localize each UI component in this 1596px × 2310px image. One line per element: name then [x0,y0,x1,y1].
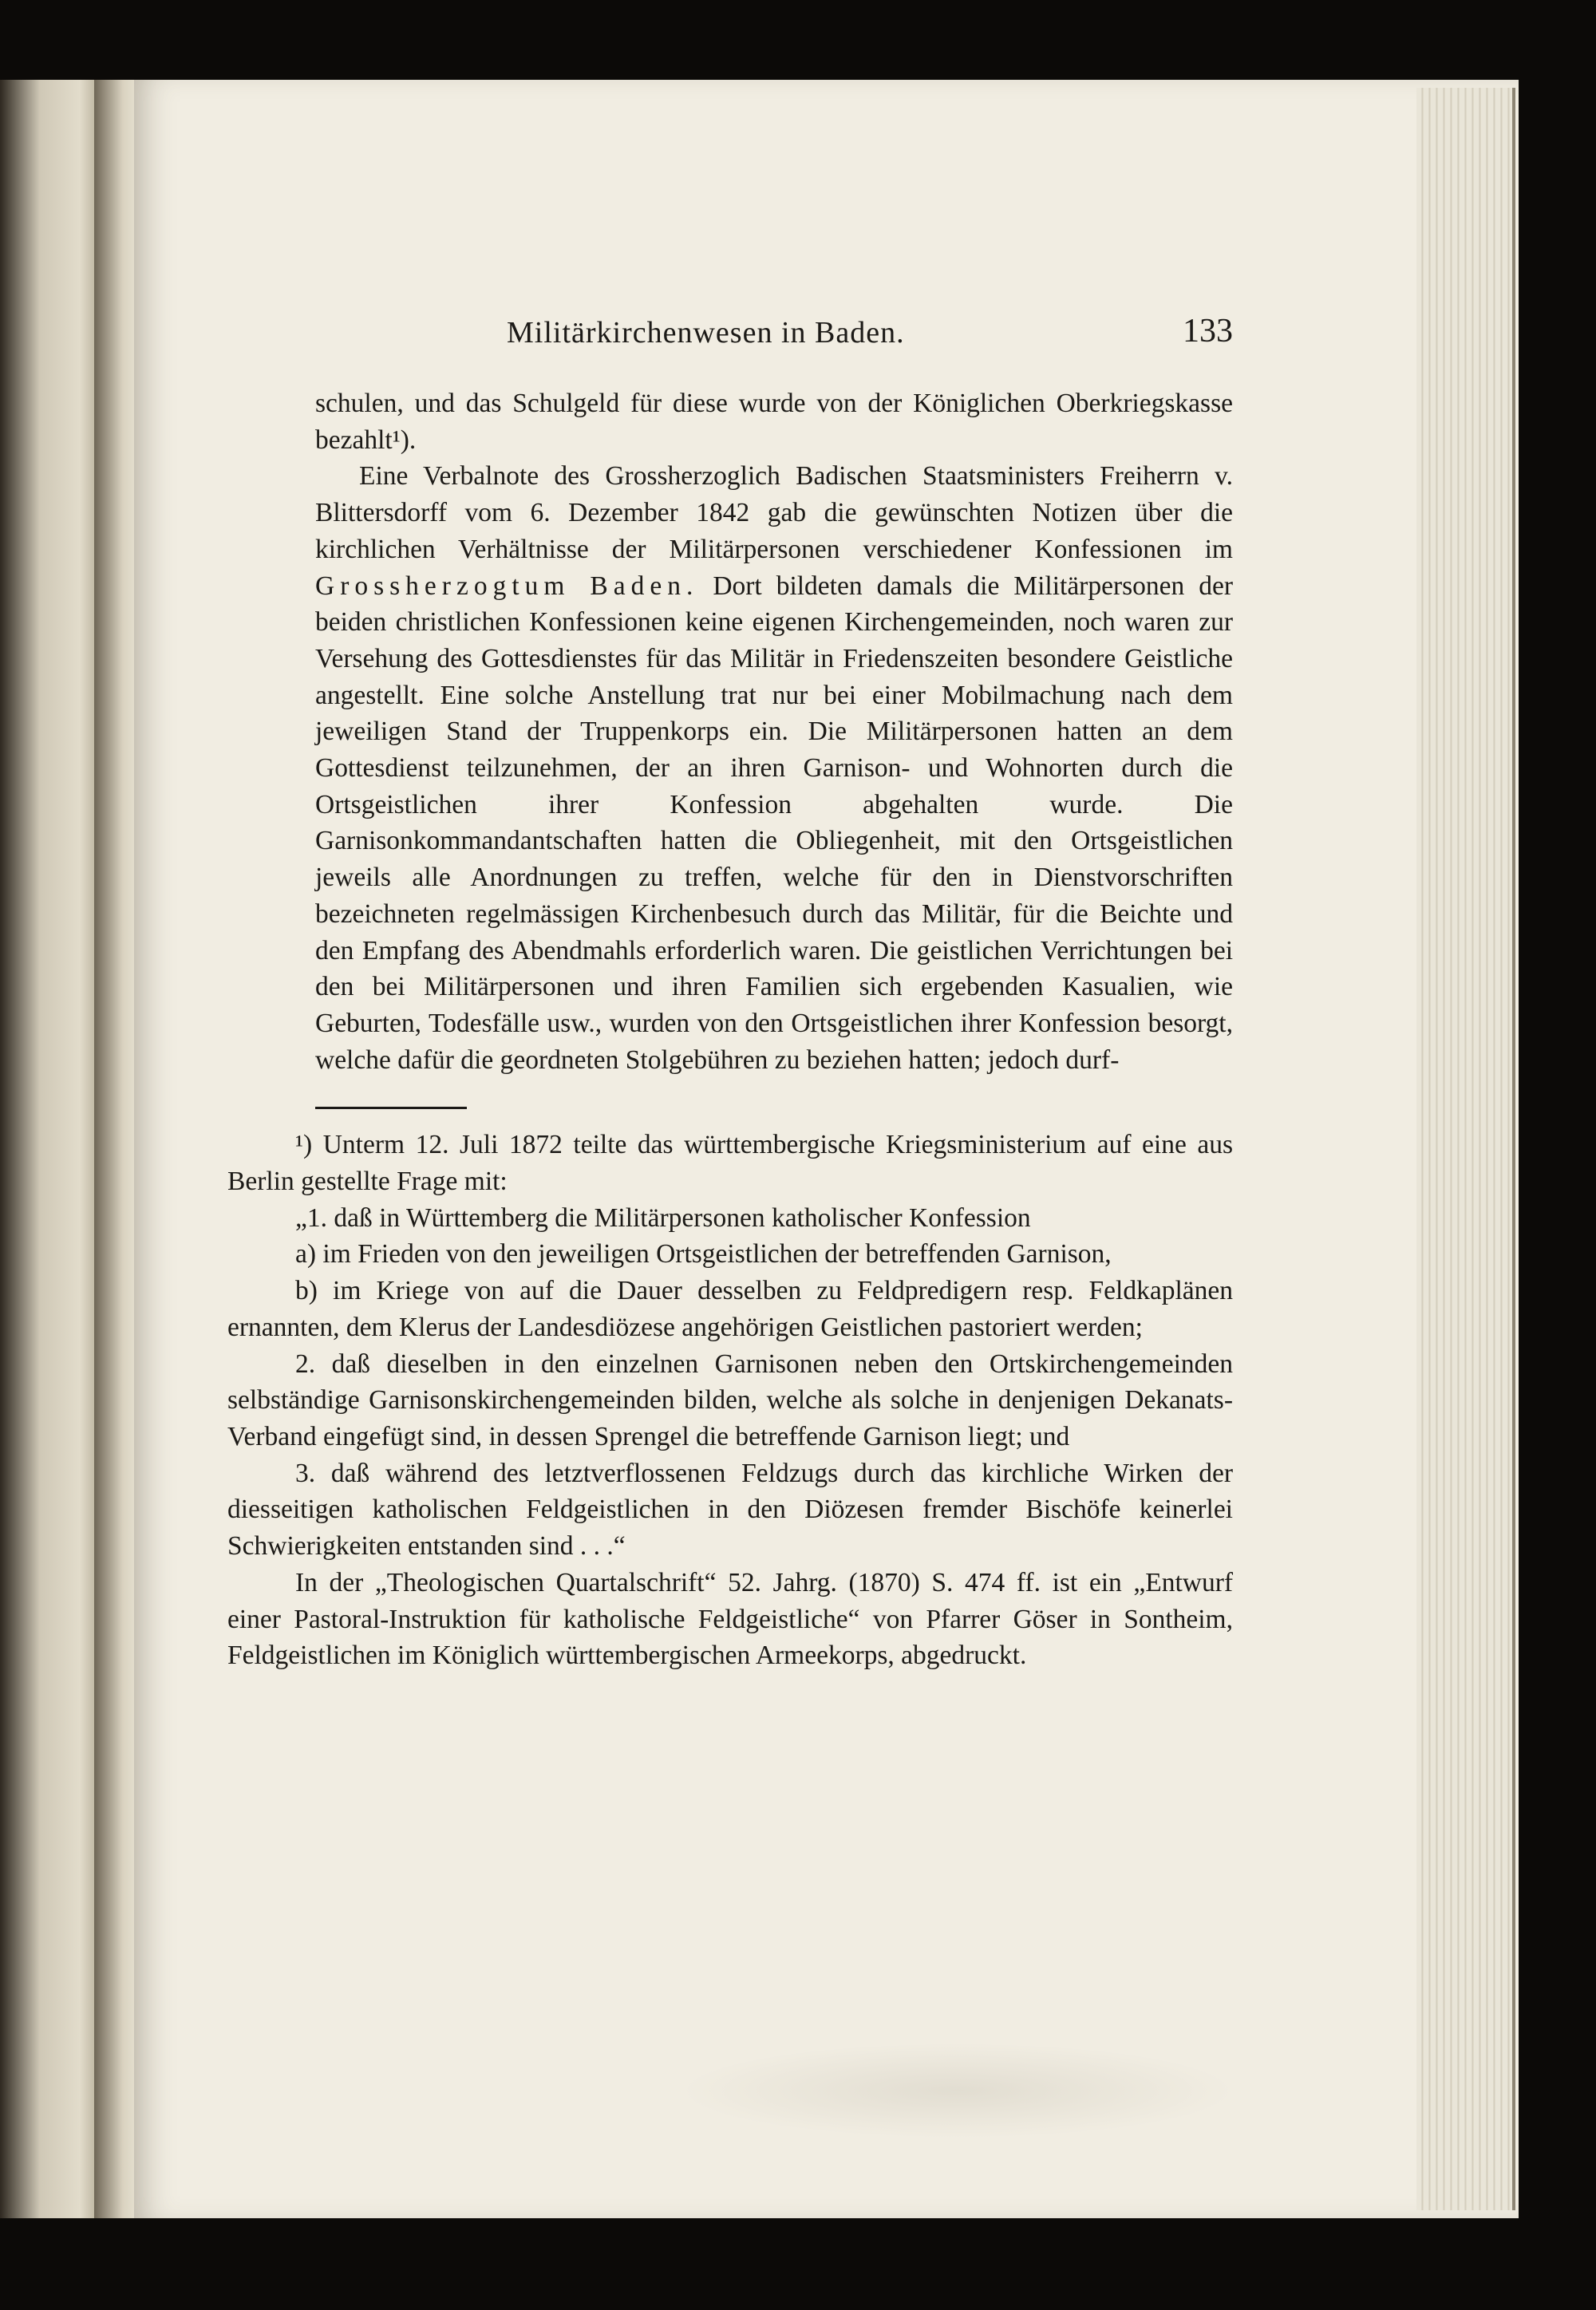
running-title: Militärkirchenwesen in Baden. [507,316,905,349]
paragraph-2-part-a: Eine Verbalnote des Grossherzoglich Badischen Staatsministers Freiherrn v. Blittersdorff vom 6. Dezember 1842 gab die gewünschten Notizen über die kirchlichen Verhältnisse der Militärpersonen verschiedener Konfessionen im [315,461,1233,564]
page-number: 133 [1183,313,1233,349]
spaced-place-name: Grossherzogtum Baden. [315,571,699,601]
running-header [315,315,1233,355]
paragraph-1: schulen, und das Schulgeld für diese wurde von der Königlichen Oberkriegskasse bezahlt¹). [315,389,1233,455]
paragraph-2-part-b: Dort bildeten damals die Militärpersonen der beiden christlichen Konfessionen keine eigenen Kirchengemeinden, noch waren zur Versehung des Gottesdienstes für das Militär in Friedenszeiten besondere Geistliche angestellt. Eine solche Anstellung trat nur bei einer Mobilmachung nach dem jeweiligen Stand der Truppenkorps ein. Die Militärpersonen hatten an dem Gottesdienst teilzunehmen, der an ihren Garnison- und Wohnorten durch die Ortsgeistlichen ihrer Konfession abgehalten wurde. Die Garnisonkommandantschaften hatten die Obliegenheit, mit den Ortsgeistlichen jeweils alle Anordnungen zu treffen, welche für den in Dienstvorschriften bezeichneten regelmässigen Kirchenbesuch durch das Militär, für die Beichte und den Empfang des Abendmahls erforderlich waren. Die geistlichen Verrichtungen bei den bei Militärpersonen und ihren Familien sich ergebenden Kasualien, wie Geburten, Todesfälle usw., wurden von den Ortsgeistlichen ihrer Konfession besorgt, welche dafür die geordneten Stolgebühren zu beziehen hatten; jedoch durf- [315,571,1234,1075]
footnote-item-1a: a) im Frieden von den jeweiligen Ortsgeistlichen der betreffenden Garnison, [295,1239,1112,1270]
show-through-smudge [678,2043,1237,2138]
page-text-block [227,313,1234,1674]
footnote-item-1b: b) im Kriege von auf die Dauer desselben zu Feldpredigern resp. Feldkaplänen ernannten, dem Klerus der Landesdiözese angehörigen Geistlichen pastoriert werden; [227,1276,1233,1342]
footnote-item-3: 3. daß während des letztverflossenen Feldzugs durch das kirchliche Wirken der diesseitigen katholischen Feldgeistlichen in den Diözesen fremder Bischöfe keinerlei Schwierigkeiten entstanden sind . . .“ [227,1458,1233,1562]
footnote-item-1: „1. daß in Württemberg die Militärpersonen katholischer Konfession [295,1202,1031,1233]
footnote-item-2: 2. daß dieselben in den einzelnen Garnisonen neben den Ortskirchengemeinden selbständige Garnisonskirchengemeinden bilden, welche als solche in denjenigen Dekanats-Verband eingefügt sind, in dessen Sprengel die betreffende Garnison liegt; und [227,1348,1233,1451]
footnotes [227,1127,1233,1674]
footnote-reference: In der „Theologischen Quartalschrift“ 52. Jahrg. (1870) S. 474 ff. ist ein „Entwurf einer Pastoral-Instruktion für katholische Feldgeistliche“ von Pfarrer Göser in Sontheim, Feldgeistlichen im Königlich württembergischen Armeekorps, abgedruckt. [227,1567,1233,1671]
footnote-1: ¹) Unterm 12. Juli 1872 teilte das württembergische Kriegsministerium auf eine aus Berlin gestellte Frage mit: [227,1130,1233,1197]
paragraph-2 [315,458,1233,1078]
main-body [315,385,1233,1078]
page-stack-edges [1416,88,1515,2210]
left-page-edge [0,80,100,2218]
footnote-rule [315,1107,467,1109]
